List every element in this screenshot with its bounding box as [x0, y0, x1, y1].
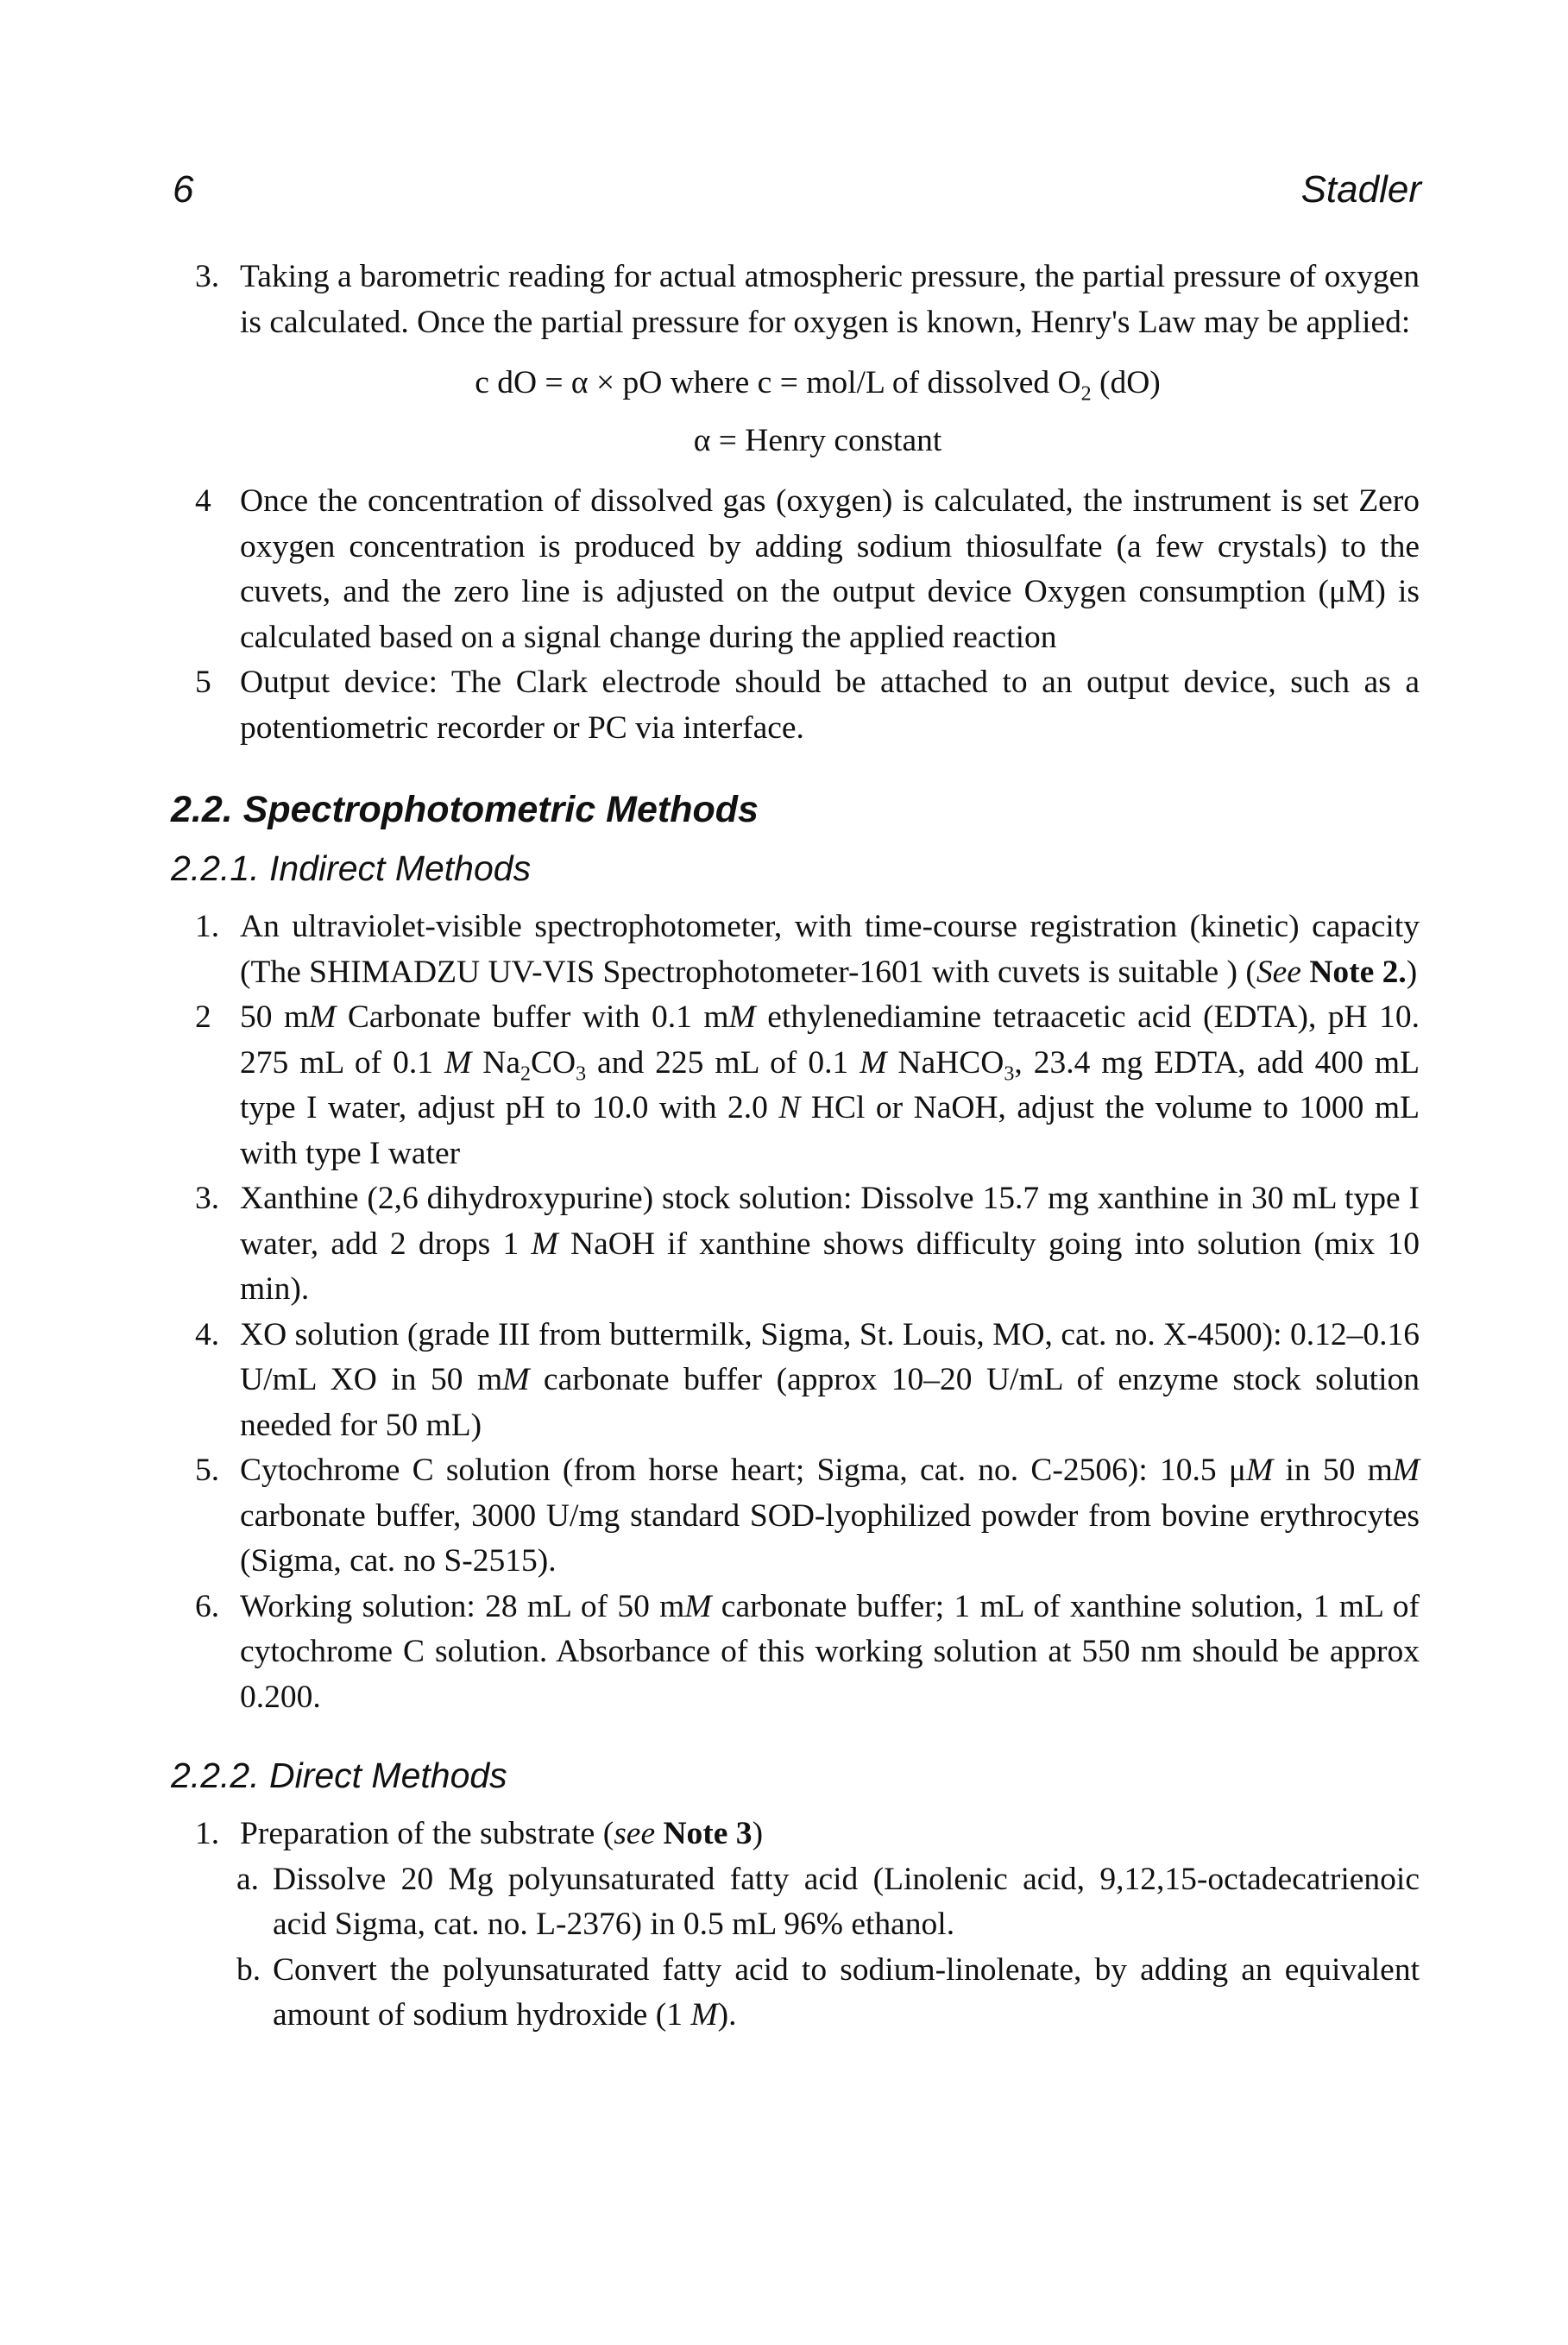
- henry-law-equation: [216, 361, 1420, 407]
- indirect-methods-list: [195, 905, 1420, 1720]
- list-item-text: Once the concentration of dissolved gas (oxygen) is calculated, the instrument is set Zero oxygen concentration is produced by adding sodium thiosulfate (a few crystals) to the cuvets, and the zero line is adjusted on the output device Oxygen consumption (μM) is calculated based on a signal change during the applied reaction: [240, 483, 1420, 655]
- page-number: 6: [173, 168, 194, 211]
- procedure-list-oxygen: [195, 255, 1420, 345]
- list-item-number: 4.: [195, 1316, 220, 1352]
- procedure-list-oxygen-cont: [195, 479, 1420, 751]
- text-run: Convert the polyunsaturated fatty acid to sodium-linolenate, by adding an equivalent amount of sodium hydroxide (1: [273, 1951, 1420, 2033]
- text-run: , 23.4 mg EDTA, add 400 mL type I water, adjust pH to 10.0 with 2.0: [240, 1044, 1420, 1125]
- running-header-author: Stadler: [1300, 168, 1421, 211]
- text-run: carbonate buffer (approx 10–20 U/mL of enzyme stock solution needed for 50 mL): [240, 1362, 1420, 1443]
- list-item: [195, 905, 1420, 995]
- text-run: Working solution: 28 mL of 50 m: [240, 1588, 685, 1624]
- text-run: 50 m: [240, 999, 310, 1035]
- see-reference: See: [1256, 954, 1301, 990]
- section-heading: 2.2. Spectrophotometric Methods: [171, 789, 759, 830]
- list-item-number: 2: [195, 999, 211, 1035]
- list-item-text: ): [1406, 954, 1418, 990]
- note-reference: Note 3: [663, 1816, 753, 1851]
- list-item-number: 5: [195, 665, 211, 700]
- list-item-text: Output device: The Clark electrode should be attached to an output device, such as a potentiometric recorder or PC via interface.: [240, 665, 1420, 746]
- text-run: and 225 mL of 0.1: [586, 1044, 860, 1081]
- note-reference: Note 2.: [1309, 954, 1407, 990]
- list-item-text: An ultraviolet-visible spectrophotometer, with time-course registration (kinetic) capacity (The SHIMADZU UV-VIS Spectrophotometer-1601 with cuvets is suitable ) (: [240, 909, 1420, 990]
- list-item: [195, 1585, 1420, 1721]
- text-run: CO: [530, 1044, 576, 1081]
- text-run: Xanthine (2,6 dihydroxypurine) stock solution: Dissolve 15.7 mg xanthine in 30 mL type I water, add 2 drops 1: [240, 1181, 1420, 1262]
- list-item: [195, 1176, 1420, 1313]
- subscript: 3: [1004, 1062, 1015, 1085]
- text-run: carbonate buffer, 3000 U/mg standard SOD-lyophilized powder from bovine erythrocytes (Sigma, cat. no S-2515).: [240, 1497, 1420, 1579]
- list-item: [195, 1812, 1420, 1857]
- equation-subscript: 2: [1080, 382, 1092, 406]
- page-body: [171, 255, 1420, 2039]
- list-item: [195, 255, 1420, 345]
- henry-constant-definition: α = Henry constant: [693, 422, 942, 458]
- text-run: ): [752, 1816, 764, 1851]
- unit-italic: M: [444, 1044, 472, 1081]
- list-item-number: 3.: [195, 1181, 220, 1216]
- sub-item-letter: a.: [236, 1861, 260, 1897]
- list-item-number: 4: [195, 483, 211, 519]
- unit-italic: M: [684, 1588, 712, 1624]
- list-item: [195, 660, 1420, 751]
- text-run: carbonate buffer; 1 mL of xanthine solution, 1 mL of cytochrome C solution. Absorbance of this working solution at 550 nm should be approx 0.200.: [240, 1588, 1420, 1715]
- see-reference: see: [614, 1816, 656, 1851]
- text-run: ethylenediamine tetraacetic acid (EDTA), pH 10. 275 mL of 0.1: [240, 999, 1420, 1081]
- unit-italic: M: [502, 1362, 530, 1397]
- text-run: Carbonate buffer with 0.1 m: [336, 999, 729, 1035]
- unit-italic: N: [778, 1090, 801, 1125]
- list-item-number: 1.: [195, 1816, 220, 1851]
- unit-italic: M: [690, 1997, 718, 2033]
- subscript: 2: [520, 1062, 531, 1085]
- list-item: [195, 479, 1420, 660]
- subscript: 3: [576, 1062, 587, 1085]
- unit-italic: M: [860, 1044, 887, 1081]
- unit-italic: M: [728, 999, 756, 1035]
- text-run: in 50 m: [1273, 1453, 1393, 1488]
- equation-rhs: (dO): [1091, 365, 1161, 400]
- list-item-number: 1.: [195, 909, 220, 944]
- list-item: [195, 1448, 1420, 1585]
- list-item: [195, 995, 1420, 1176]
- list-item-number: 3.: [195, 259, 220, 294]
- text-run: Na: [471, 1044, 520, 1081]
- unit-italic: M: [1245, 1453, 1274, 1488]
- list-item-number: 5.: [195, 1453, 220, 1488]
- direct-methods-list: [195, 1812, 1420, 1857]
- list-item: [195, 1313, 1420, 1449]
- text-run: HCl or NaOH, adjust the volume to 1000 mL with type I water: [240, 1090, 1420, 1171]
- substrate-steps-list: [216, 1857, 1420, 2039]
- list-item-number: 6.: [195, 1588, 220, 1624]
- text-run: Preparation of the substrate (: [240, 1816, 614, 1851]
- text-run: XO solution (grade III from buttermilk, Sigma, St. Louis, MO, cat. no. X-4500): 0.12–0.16 U/mL XO in 50 m: [240, 1316, 1420, 1397]
- unit-italic: M: [1392, 1453, 1420, 1488]
- subsection-heading-indirect: 2.2.1. Indirect Methods: [171, 848, 532, 888]
- text-run: Dissolve 20 Mg polyunsaturated fatty acid (Linolenic acid, 9,12,15-octadecatrienoic acid Sigma, cat. no. L-2376) in 0.5 mL 96% ethanol.: [273, 1861, 1420, 1942]
- text-run: NaHCO: [886, 1044, 1004, 1081]
- sub-item-letter: b.: [236, 1951, 261, 1988]
- sub-list-item: [236, 1857, 1420, 1948]
- text-run: NaOH if xanthine shows difficulty going into solution (mix 10 min).: [240, 1226, 1420, 1307]
- text-run: ).: [717, 1997, 737, 2033]
- equation-lhs: c dO = α × pO where c = mol/L of dissolved O: [475, 365, 1081, 400]
- unit-italic: M: [309, 999, 337, 1035]
- subsection-heading-direct: 2.2.2. Direct Methods: [171, 1756, 507, 1795]
- list-item-text: Taking a barometric reading for actual atmospheric pressure, the partial pressure of oxygen is calculated. Once the partial pressure for oxygen is known, Henry's Law may be applied:: [240, 259, 1420, 340]
- text-run: Cytochrome C solution (from horse heart; Sigma, cat. no. C-2506): 10.5 μ: [240, 1453, 1246, 1488]
- unit-italic: M: [531, 1226, 558, 1262]
- sub-list-item: [236, 1948, 1420, 2039]
